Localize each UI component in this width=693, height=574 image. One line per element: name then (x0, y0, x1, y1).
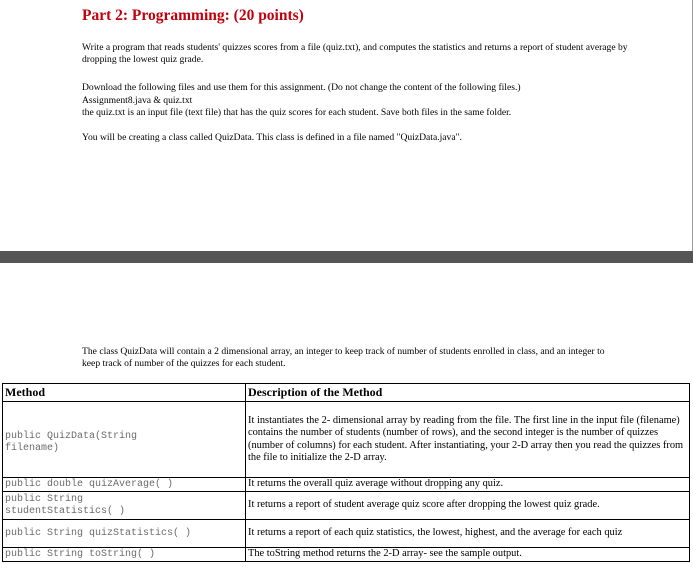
description-column-header: Description of the Method (246, 384, 690, 402)
method-signature: public QuizData(String filename) (3, 402, 246, 478)
method-signature: public String studentStatistics( ) (3, 492, 246, 520)
download-instruction: Download the following files and use them for this assignment. (Do not change the content of the following files.) (82, 82, 521, 93)
assignment-page-top (0, 0, 693, 251)
table-row (3, 492, 690, 520)
method-signature: public double quizAverage( ) (3, 478, 246, 492)
table-row (3, 402, 690, 478)
method-column-header: Method (3, 384, 246, 402)
quiz-file-description: the quiz.txt is an input file (text file) that has the quiz scores for each student. Save both files in the same folder. (82, 107, 512, 118)
method-table (2, 383, 690, 562)
class-intro-paragraph: The class QuizData will contain a 2 dimensional array, an integer to keep track of number of students enrolled in class, and an integer to keep track of number of the quizzes for each student. (82, 346, 605, 370)
table-header-row (3, 384, 690, 402)
method-description: It returns a report of each quiz statistics, the lowest, highest, and the average for each quiz (246, 520, 690, 548)
table-row (3, 520, 690, 548)
table-row (3, 478, 690, 492)
method-description: It returns a report of student average quiz score after dropping the lowest quiz grade. (246, 492, 690, 520)
part2-intro-paragraph: Write a program that reads students' quizzes scores from a file (quiz.txt), and computes the statistics and returns a report of student average by dropping the lowest quiz grade. (82, 42, 628, 66)
part2-title: Part 2: Programming: (20 points) (82, 7, 304, 24)
method-signature: public String quizStatistics( ) (3, 520, 246, 548)
class-definition-note: You will be creating a class called QuizData. This class is defined in a file named "QuizData.java". (82, 132, 462, 143)
table-row (3, 548, 690, 562)
method-description: It instantiates the 2- dimensional array by reading from the file. The first line in the input file (filename) contains the number of students (number of rows), and the second integer is the number of quizzes (number of columns) for each student. After instantiating, your 2-D array then you read the quizzes from the file to initialize the 2-D array. (246, 402, 690, 478)
file-list: Assignment8.java & quiz.txt (82, 94, 193, 106)
method-signature: public String toString( ) (3, 548, 246, 562)
method-description: It returns the overall quiz average without dropping any quiz. (246, 478, 690, 492)
method-description: The toString method returns the 2-D array- see the sample output. (246, 548, 690, 562)
page-separator (0, 251, 693, 263)
